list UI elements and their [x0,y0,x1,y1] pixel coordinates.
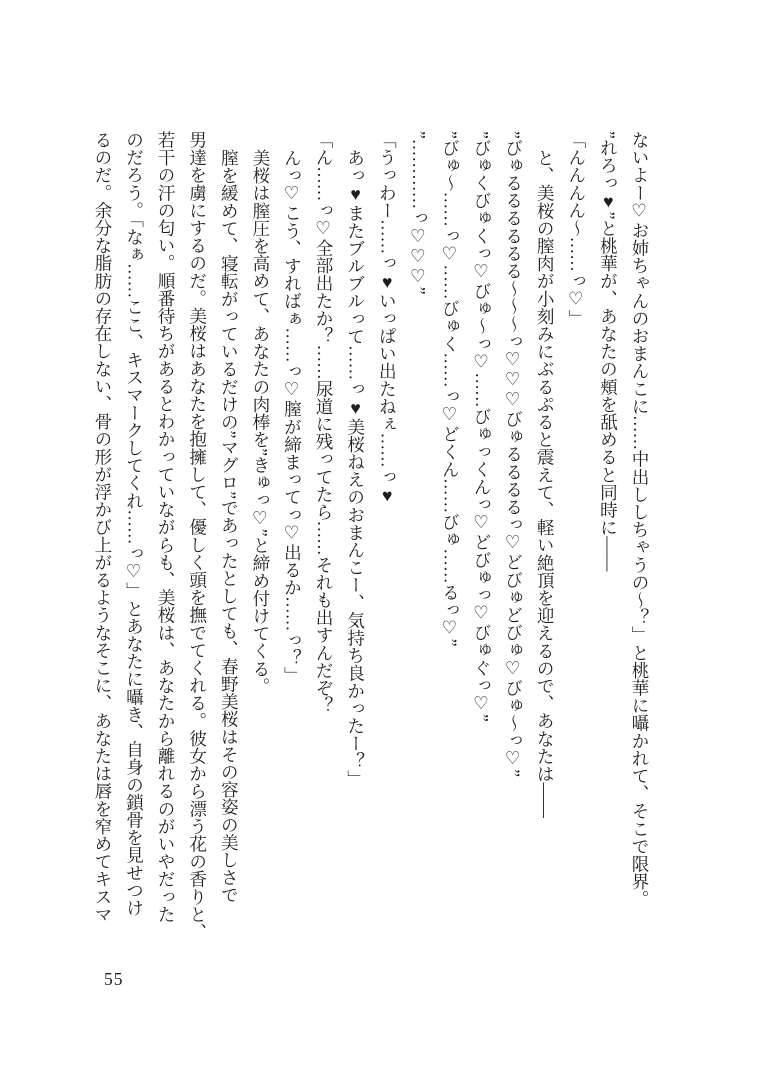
text-column: 「んんんん〜……っ♡」 [566,131,587,327]
text-column-sfx: ”びゅ〜……っ♡……びゅく……っ♡どくん……びゅ……るっ♡” [440,131,461,647]
text-column-sfx: ”びゅるるるるるる〜〜〜っ♡♡♡びゅるるるるっ♡どびゅどびゅ♡びゅ〜っ♡” [503,131,524,778]
text-column: のだろう。「なぁ……ここ、キスマークしてくれ……っ♡」とあなたに囁き、自身の鎖骨を見せつけ [124,131,145,917]
text-column: ないよー♡お姉ちゃんのおまんこに……中出ししちゃうの〜？」と桃華に囁かれて、そこで限界。 [630,131,650,908]
text-column: 男達を虜にするのだ。美桜はあなたを抱擁して、優しく頭を撫でてくれる。彼女から漂う花の香りと、 [187,131,208,941]
text-column: 若干の汗の匂い。順番待ちがあるとわかっていながらも、美桜は、あなたから離れるのがいやだった [156,131,177,923]
vertical-text-block [86,131,655,959]
text-column: んっ♡こう、すればぁ……っ♡膣が締まってっ♡出るか……っ？」 [282,148,303,684]
text-column: 美桜は膣圧を高めて、あなたの肉棒を”きゅっ♡”と締め付けてくる。 [250,148,271,695]
page-number: 55 [104,969,124,989]
text-column: あっ♥またブルブルって……っ♥美桜ねえのおまんこー、気持ち良かったー？」 [345,148,366,787]
text-column: 膣を緩めて、寝転がっているだけの”マグロ”であったとしても、春野美桜はその容姿の美しさで [219,148,240,904]
text-column: 「ん……っ♡全部出たか？……尿道に残ってたら……それも出すんだぞ？ [314,131,335,715]
text-column: と、美桜の膣肉が小刻みにぶるぷると震えて、軽い絶頂を迎えるので、あなたは―― [535,148,556,818]
text-column: 「うっわー……っ♥いっぱい出たねぇ……っ♥ [377,131,398,506]
text-column: るのだ。余分な脂肪の存在しない、骨の形が浮かび上がるようなそこに、あなたは唇を窄めてキスマ [92,131,113,923]
text-column: ”れろっ♥”と桃華が、あなたの頬を舐めると同時に―― [598,131,619,572]
text-column-sfx: ”…………っ♡♡♡” [408,131,429,295]
text-column-sfx: ”びゅくびゅくっ♡びゅ〜っ♡……びゅっくんっ♡どびゅっ♡びゅぐっ♡” [472,131,493,722]
